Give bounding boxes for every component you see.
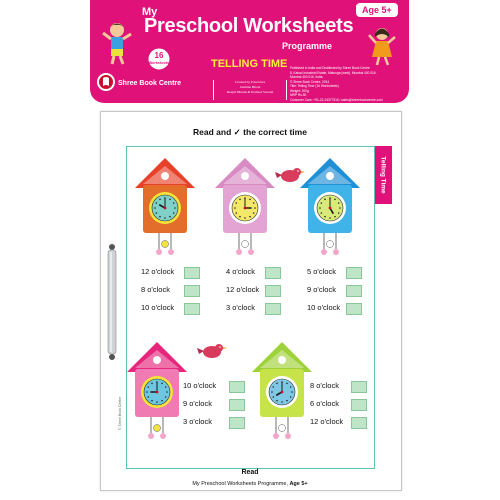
time-option-label: 12 o'clock: [310, 417, 344, 426]
answer-checkbox[interactable]: [265, 267, 281, 279]
answer-checkbox[interactable]: [346, 285, 362, 297]
copyright-note: © Shree Book Centre: [118, 396, 122, 430]
answer-checkbox[interactable]: [265, 303, 281, 315]
age-badge: Age 5+: [356, 3, 398, 17]
answer-checkbox[interactable]: [351, 381, 367, 393]
time-option-label: 10 o'clock: [183, 381, 217, 390]
time-option-label: 8 o'clock: [310, 381, 339, 390]
header-my: My: [142, 6, 158, 18]
answer-checkbox[interactable]: [351, 399, 367, 411]
instruction-prefix: Read and: [193, 127, 232, 137]
footer-age: Age 5+: [289, 481, 308, 487]
footer-read: Read: [241, 469, 259, 476]
footer-program-text: My Preschool Worksheets Programme,: [192, 481, 288, 487]
badge-label: Worksheets: [148, 61, 170, 65]
publisher-info: [290, 66, 406, 102]
answer-checkbox[interactable]: [229, 417, 245, 429]
girl-icon: [367, 25, 397, 67]
answer-checkbox[interactable]: [229, 381, 245, 393]
side-tab: [375, 146, 392, 204]
credit-line: Deepti Dinesh & Pramod Sawant: [226, 90, 274, 94]
header-programme: Programme: [282, 41, 333, 51]
boy-icon: [100, 20, 134, 66]
time-option-label: 3 o'clock: [183, 417, 212, 426]
footer-program: [0, 481, 500, 487]
time-option-label: 6 o'clock: [310, 399, 339, 408]
answer-checkbox[interactable]: [184, 267, 200, 279]
publisher-info-line: Title: Telling Time (16 Worksheets): [290, 84, 339, 88]
binder-clip-icon: [105, 242, 119, 362]
time-option-label: 10 o'clock: [307, 303, 341, 312]
time-option-label: 3 o'clock: [226, 303, 255, 312]
answer-checkbox[interactable]: [184, 303, 200, 315]
credit-line: Created by Educators: [234, 80, 266, 84]
check-mark-icon: ✓: [233, 127, 241, 137]
time-option-label: 9 o'clock: [307, 285, 336, 294]
time-option-label: 9 o'clock: [183, 399, 212, 408]
publisher-info-line: © Shree Book Centre, 2014: [290, 79, 330, 84]
badge-count: 16: [154, 51, 164, 60]
publisher-info-line: Customer Care: +91-22-24377516 / sales@shreebookcentre.com: [290, 97, 383, 102]
time-option-label: 4 o'clock: [226, 267, 255, 276]
publisher-name: Shree Book Centre: [118, 80, 182, 87]
credits-block: [213, 80, 287, 100]
time-option-label: 12 o'clock: [226, 285, 260, 294]
topic-title: TELLING TIME: [211, 58, 288, 70]
answer-checkbox[interactable]: [229, 399, 245, 411]
publisher-info-line: Weight: 200g: [290, 88, 309, 93]
publisher-info-line: MRP Rs.50: [290, 93, 307, 97]
header-title: Preschool Worksheets: [144, 15, 354, 37]
time-option-label: 8 o'clock: [141, 285, 170, 294]
credit-line: Jasmine Bhola: [239, 85, 261, 89]
time-option-label: 10 o'clock: [141, 303, 175, 312]
worksheets-count-badge: [147, 47, 171, 71]
publisher-info-line: Published in India and Distributed by Shree Book Centre: [290, 66, 370, 70]
answer-checkbox[interactable]: [351, 417, 367, 429]
time-option-label: 12 o'clock: [141, 267, 175, 276]
time-option-label: 5 o'clock: [307, 267, 336, 276]
answer-checkbox[interactable]: [346, 267, 362, 279]
instruction-suffix: the correct time: [243, 127, 307, 137]
answer-checkbox[interactable]: [265, 285, 281, 297]
answer-checkbox[interactable]: [184, 285, 200, 297]
publisher-info-line: Mumbai 400 016, India.: [290, 75, 324, 79]
side-tab-label: Telling Time: [379, 156, 387, 194]
worksheet-instruction: [0, 127, 500, 138]
publisher-info-line: 8, Kakad Industrial Estate, Matunga (west), Mumbai 400 016.: [290, 70, 377, 75]
publisher-logo-icon: [96, 72, 116, 92]
answer-checkbox[interactable]: [346, 303, 362, 315]
